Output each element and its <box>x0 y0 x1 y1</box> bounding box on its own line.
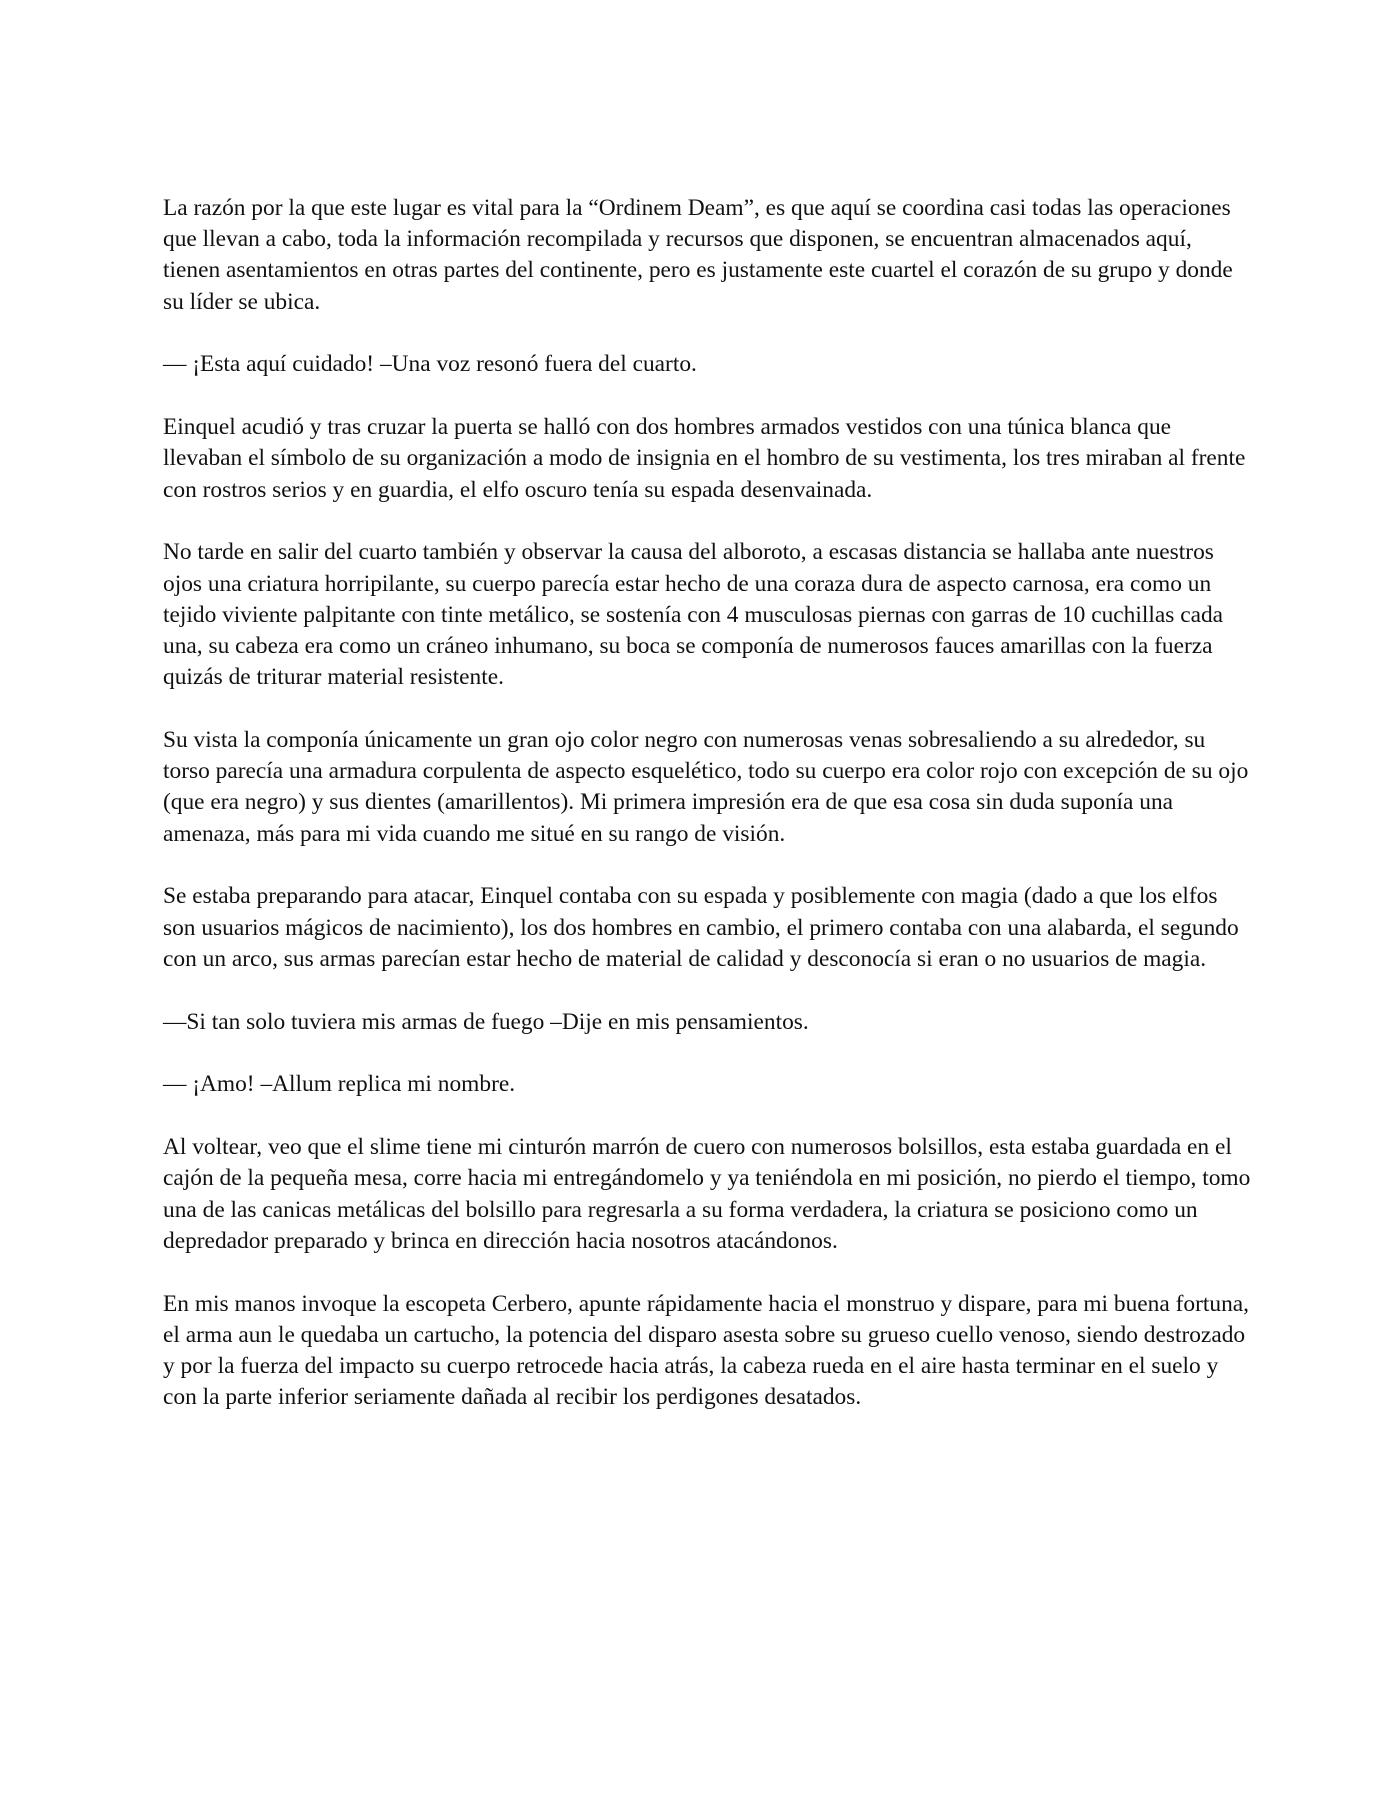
paragraph-1: La razón por la que este lugar es vital para la “Ordinem Deam”, es que aquí se coordina casi todas las operaciones que llevan a cabo, toda la información recompilada y recursos que disponen, se encuentran almacenados aquí, tienen asentamientos en otras partes del continente, pero es justamente este cuartel el corazón de su grupo y donde su líder se ubica. <box>163 195 1233 315</box>
paragraph-8-dialogue: — ¡Amo! –Allum replica mi nombre. <box>163 1071 516 1098</box>
paragraph-5: Su vista la componía únicamente un gran ojo color negro con numerosas venas sobresaliendo a su alrededor, su torso parecía una armadura corpulenta de aspecto esquelético, todo su cuerpo era color rojo con excepción de su ojo (que era negro) y sus dientes (amarillentos). Mi primera impresión era de que esa cosa sin duda suponía una amenaza, más para mi vida cuando me situé en su rango de visión. <box>163 727 1249 847</box>
paragraph-7-dialogue: —Si tan solo tuviera mis armas de fuego –Dije en mis pensamientos. <box>163 1008 809 1035</box>
paragraph-9: Al voltear, veo que el slime tiene mi cinturón marrón de cuero con numerosos bolsillos, esta estaba guardada en el cajón de la pequeña mesa, corre hacia mi entregándomelo y ya teniéndola en mi posición, no pierdo el tiempo, tomo una de las canicas metálicas del bolsillo para regresarla a su forma verdadera, la criatura se posiciono como un depredador preparado y brinca en dirección hacia nosotros atacándonos. <box>163 1134 1251 1254</box>
paragraph-2-dialogue: — ¡Esta aquí cuidado! –Una voz resonó fuera del cuarto. <box>163 351 697 378</box>
paragraph-6: Se estaba preparando para atacar, Einquel contaba con su espada y posiblemente con magia (dado a que los elfos son usuarios mágicos de nacimiento), los dos hombres en cambio, el primero contaba con una alabarda, el segundo con un arco, sus armas parecían estar hecho de material de calidad y desconocía si eran o no usuarios de magia. <box>163 883 1239 972</box>
document-page <box>163 193 1253 1413</box>
paragraph-4: No tarde en salir del cuarto también y observar la causa del alboroto, a escasas distancia se hallaba ante nuestros ojos una criatura horripilante, su cuerpo parecía estar hecho de una coraza dura de aspecto carnosa, era como un tejido viviente palpitante con tinte metálico, se sostenía con 4 musculosas piernas con garras de 10 cuchillas cada una, su cabeza era como un cráneo inhumano, su boca se componía de numerosos fauces amarillas con la fuerza quizás de triturar material resistente. <box>163 539 1224 691</box>
paragraph-3: Einquel acudió y tras cruzar la puerta se halló con dos hombres armados vestidos con una túnica blanca que llevaban el símbolo de su organización a modo de insignia en el hombro de su vestimenta, los tres miraban al frente con rostros serios y en guardia, el elfo oscuro tenía su espada desenvainada. <box>163 414 1246 503</box>
paragraph-10: En mis manos invoque la escopeta Cerbero, apunte rápidamente hacia el monstruo y dispare, para mi buena fortuna, el arma aun le quedaba un cartucho, la potencia del disparo asesta sobre su grueso cuello venoso, siendo destrozado y por la fuerza del impacto su cuerpo retrocede hacia atrás, la cabeza rueda en el aire hasta terminar en el suelo y con la parte inferior seriamente dañada al recibir los perdigones desatados. <box>163 1290 1249 1411</box>
